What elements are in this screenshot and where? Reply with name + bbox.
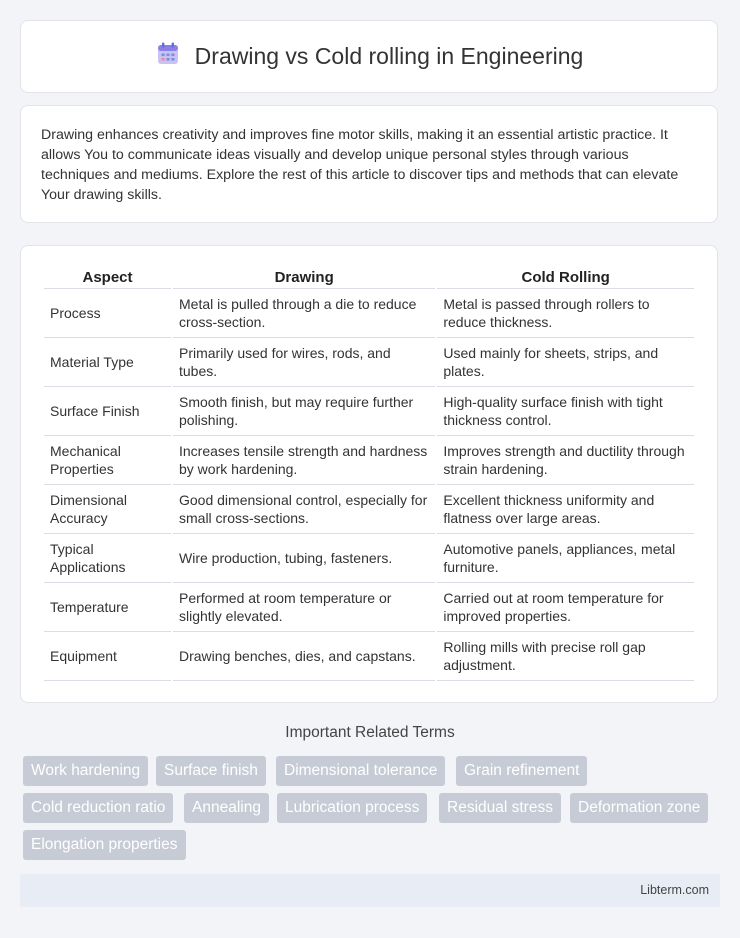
cell-aspect: Mechanical Properties — [44, 436, 171, 485]
tag-surface-finish[interactable]: Surface finish — [156, 756, 266, 786]
cell-cold-rolling: Used mainly for sheets, strips, and plates. — [437, 338, 694, 387]
tag-elongation-properties[interactable]: Elongation properties — [23, 830, 186, 860]
table-row — [44, 485, 694, 534]
cell-drawing: Smooth finish, but may require further polishing. — [173, 387, 435, 436]
cell-cold-rolling: Automotive panels, appliances, metal furniture. — [437, 534, 694, 583]
tag-work-hardening[interactable]: Work hardening — [23, 756, 148, 786]
cell-cold-rolling: High-quality surface finish with tight thickness control. — [437, 387, 694, 436]
cell-aspect: Temperature — [44, 583, 171, 632]
cell-cold-rolling: Carried out at room temperature for improved properties. — [437, 583, 694, 632]
cell-aspect: Typical Applications — [44, 534, 171, 583]
table-row — [44, 436, 694, 485]
tag-lubrication-process[interactable]: Lubrication process — [277, 793, 427, 823]
header-card — [20, 20, 718, 93]
cell-drawing: Increases tensile strength and hardness by work hardening. — [173, 436, 435, 485]
cell-aspect: Process — [44, 289, 171, 338]
table-row — [44, 534, 694, 583]
comparison-table — [42, 266, 696, 681]
table-row — [44, 289, 694, 338]
header-drawing: Drawing — [173, 266, 435, 289]
intro-text: Drawing enhances creativity and improves fine motor skills, making it an essential artistic practice. It allows You to communicate ideas visually and develop unique personal styles through various techniques and mediums. Explore the rest of this article to discover tips and methods that can elevate Your drawing skills. — [41, 127, 679, 203]
table-row — [44, 583, 694, 632]
cell-drawing: Primarily used for wires, rods, and tubes. — [173, 338, 435, 387]
tag-cold-reduction-ratio[interactable]: Cold reduction ratio — [23, 793, 173, 823]
page-title: Drawing vs Cold rolling in Engineering — [194, 43, 584, 69]
cell-aspect: Dimensional Accuracy — [44, 485, 171, 534]
cell-drawing: Wire production, tubing, fasteners. — [173, 534, 435, 583]
footer-site-link[interactable]: Libterm.com — [640, 883, 709, 897]
related-terms-title: Important Related Terms — [285, 724, 455, 741]
tag-dimensional-tolerance[interactable]: Dimensional tolerance — [276, 756, 445, 786]
tag-residual-stress[interactable]: Residual stress — [439, 793, 561, 823]
cell-drawing: Drawing benches, dies, and capstans. — [173, 632, 435, 681]
table-row — [44, 387, 694, 436]
cell-cold-rolling: Excellent thickness uniformity and flatness over large areas. — [437, 485, 694, 534]
cell-cold-rolling: Improves strength and ductility through strain hardening. — [437, 436, 694, 485]
header-cold-rolling: Cold Rolling — [437, 266, 694, 289]
tag-grain-refinement[interactable]: Grain refinement — [456, 756, 587, 786]
cell-drawing: Good dimensional control, especially for small cross-sections. — [173, 485, 435, 534]
tag-annealing[interactable]: Annealing — [184, 793, 269, 823]
intro-card — [20, 105, 718, 223]
cell-aspect: Equipment — [44, 632, 171, 681]
cell-aspect: Material Type — [44, 338, 171, 387]
calendar-icon — [155, 41, 181, 72]
header-aspect: Aspect — [44, 266, 171, 289]
table-row — [44, 632, 694, 681]
comparison-table-card — [20, 245, 718, 703]
footer — [20, 874, 720, 907]
cell-aspect: Surface Finish — [44, 387, 171, 436]
tag-deformation-zone[interactable]: Deformation zone — [570, 793, 708, 823]
cell-cold-rolling: Rolling mills with precise roll gap adjustment. — [437, 632, 694, 681]
table-header-row — [44, 266, 694, 289]
cell-cold-rolling: Metal is passed through rollers to reduce thickness. — [437, 289, 694, 338]
table-row — [44, 338, 694, 387]
cell-drawing: Metal is pulled through a die to reduce cross-section. — [173, 289, 435, 338]
cell-drawing: Performed at room temperature or slightly elevated. — [173, 583, 435, 632]
